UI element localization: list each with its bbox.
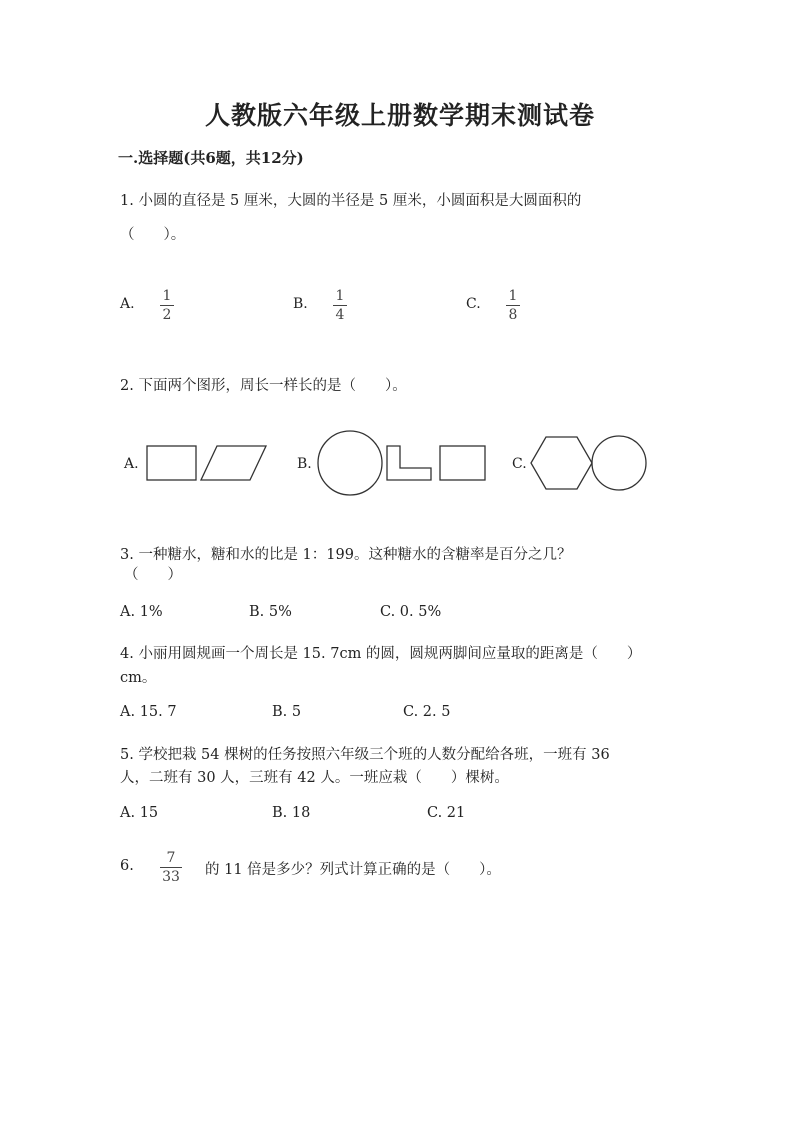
fraction-denominator: 2 bbox=[162, 307, 172, 323]
fraction-denominator: 33 bbox=[162, 869, 180, 885]
page-title: 人教版六年级上册数学期末测试卷 bbox=[204, 101, 595, 130]
q3-option-c: C. 0. 5% bbox=[380, 604, 442, 620]
q2-b-l-shape bbox=[387, 446, 431, 480]
q5-option-b: B. 18 bbox=[272, 805, 311, 821]
q2-a-parallelogram bbox=[201, 446, 266, 480]
question-5-text: 5. 学校把栽 54 棵树的任务按照六年级三个班的人数分配给各班，一班有 36 bbox=[120, 747, 610, 763]
q2-b-rectangle bbox=[440, 446, 485, 480]
q2-c-circle bbox=[592, 436, 646, 490]
fraction-denominator: 4 bbox=[335, 307, 345, 323]
fraction-bar bbox=[160, 867, 182, 868]
q2-option-b-label: B. bbox=[297, 456, 312, 472]
fraction-numerator: 1 bbox=[162, 288, 172, 304]
q3-option-b: B. 5% bbox=[249, 604, 292, 620]
question-3-blank: （ ） bbox=[124, 567, 182, 583]
question-6-fraction bbox=[160, 850, 182, 885]
question-3-text: 3. 一种糖水，糖和水的比是 1：199。这种糖水的含糖率是百分之几？ bbox=[120, 547, 572, 563]
q4-option-c: C. 2. 5 bbox=[403, 704, 451, 720]
q2-option-c-label: C. bbox=[512, 456, 527, 472]
question-1-blank: （ ）。 bbox=[120, 227, 186, 243]
question-4-unit: cm。 bbox=[120, 670, 157, 686]
q2-a-rectangle bbox=[147, 446, 196, 480]
question-4-text: 4. 小丽用圆规画一个周长是 15. 7cm 的圆，圆规两脚间应量取的距离是（ ） bbox=[120, 646, 642, 662]
q4-option-b: B. 5 bbox=[272, 704, 302, 720]
question-2-text: 2. 下面两个图形，周长一样长的是（ ）。 bbox=[120, 378, 407, 394]
question-6-number: 6. bbox=[120, 858, 134, 874]
q1-option-a-label: A. bbox=[120, 296, 135, 312]
question-5-text-cont: 人，二班有 30 人，三班有 42 人。一班应栽（ ）棵树。 bbox=[120, 770, 509, 786]
q2-b-circle bbox=[318, 431, 382, 495]
q4-option-a: A. 15. 7 bbox=[120, 704, 177, 720]
fraction-numerator: 7 bbox=[166, 850, 176, 866]
q5-option-c: C. 21 bbox=[427, 805, 466, 821]
section-heading: 一.选择题(共6题，共12分) bbox=[118, 149, 304, 167]
q1-option-b-label: B. bbox=[293, 296, 308, 312]
fraction-denominator: 8 bbox=[508, 307, 518, 323]
fraction-numerator: 1 bbox=[335, 288, 345, 304]
q2-c-hexagon bbox=[531, 437, 592, 489]
question-6-text: 的 11 倍是多少？列式计算正确的是（ ）。 bbox=[205, 862, 501, 878]
q1-option-c-label: C. bbox=[466, 296, 481, 312]
q2-option-a-label: A. bbox=[124, 456, 139, 472]
fraction-numerator: 1 bbox=[508, 288, 518, 304]
q5-option-a: A. 15 bbox=[120, 805, 159, 821]
q3-option-a: A. 1% bbox=[120, 604, 163, 620]
question-1-text: 1. 小圆的直径是 5 厘米，大圆的半径是 5 厘米，小圆面积是大圆面积的 bbox=[120, 193, 582, 209]
